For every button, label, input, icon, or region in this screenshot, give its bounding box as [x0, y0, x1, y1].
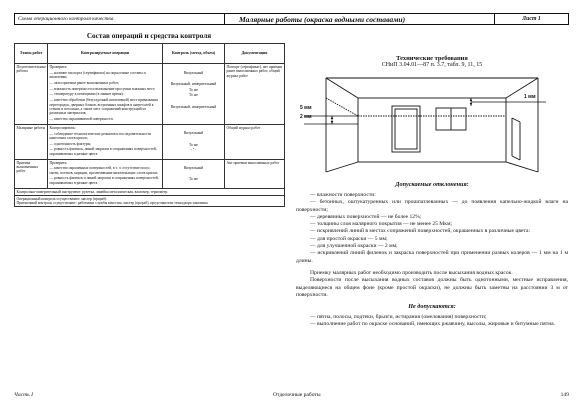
control-method: - " -: [190, 148, 197, 153]
docs-cell: Общий журнал работ: [225, 124, 285, 159]
tolerances-title: Допускаемые отклонения:: [395, 181, 469, 188]
operation-item: — однотонность фактуры;: [49, 141, 92, 146]
paragraph: Приемку малярных работ необходимо производить после высыхания водных красок.: [310, 269, 513, 276]
control-method: Визуальный, измерительный: [170, 81, 217, 86]
operation-item: — влажность поверхности и выполнение просушки влажных мест;: [49, 86, 156, 91]
acceptance-paragraphs: [296, 270, 568, 299]
docs-cell: Паспорт (сертификат), акт приемки ранее выполненных работ, общий журнал работ: [225, 64, 285, 125]
dim-label-2mm: 2 мм: [300, 114, 312, 120]
control-cell: [163, 64, 225, 125]
operation-item: — качество окрашенных поверхностей, в т. ч. отсутствие полос, пятен, потеков, морщин, просвечивание нижележащих слоев краски;: [49, 166, 158, 175]
control-method: Визуальный: [183, 131, 204, 136]
sheet-header: [14, 13, 569, 25]
tools-text: Контрольно-измерительный инструмент: рулетка, линейка металлическая, влагомер, термометр.: [15, 188, 285, 195]
docs-cell: Акт приемки выполненных работ: [225, 159, 285, 188]
control-method: То же: [189, 87, 198, 92]
operation-item: — акты приемки ранее выполненных работ;: [49, 80, 120, 85]
not-allowed-list: [296, 314, 568, 329]
not-allowed-title: Не допускаются:: [408, 303, 456, 311]
dim-label-5mm: 5 мм: [300, 105, 312, 111]
notes-row: [15, 195, 285, 207]
stage-cell: Приемка выполненных работ: [15, 159, 48, 188]
table-row: [15, 159, 285, 188]
operation-item: — наличие паспорта (сертификата) на окрасочные составы и шпатлевки;: [49, 70, 146, 80]
operations-title: Состав операций и средства контроля: [86, 32, 212, 40]
table-header-row: [15, 44, 285, 64]
operations-cell: [48, 124, 163, 159]
stage-cell: Малярные работы: [15, 124, 48, 159]
operations-cell: [48, 159, 163, 188]
operation-item: — ровность филенок, линий закраски в сопряжениях поверхностей, окрашиваемых в разные цвета.: [49, 147, 157, 156]
control-method: Визуальный: [183, 70, 204, 75]
note-operational: Операционный контроль осуществляют: мастер (прораб).: [16, 196, 108, 201]
page-footer: [14, 392, 569, 398]
control-cell: [163, 159, 225, 188]
operation-item: — качество окрашиваемой поверхности.: [49, 116, 114, 121]
tolerance-item: — для улучшенной окраски — 2 мм;: [310, 243, 398, 250]
operation-item: — соблюдение технологических режимов и последовательности нанесения слоев красок;: [49, 131, 152, 140]
operation-item: Проверить:: [49, 160, 68, 165]
col-header-control: Контроль (метод, объем): [163, 44, 225, 64]
control-method: То же: [189, 93, 198, 98]
tolerance-item: — искривлений линий филенок и закраска поверхностей при применении разных колеров — 1 мм на 1 м длины.: [296, 250, 568, 264]
requirements-section: [296, 55, 568, 329]
tolerances-list: [296, 192, 568, 265]
sheet-number: Лист 1: [522, 16, 541, 22]
control-method: [165, 172, 223, 176]
operations-cell: [48, 64, 163, 125]
control-method: То же: [189, 142, 198, 147]
requirements-title: Технические требования: [396, 55, 468, 62]
operations-table: [14, 43, 285, 207]
table-row: [15, 64, 285, 125]
stage-cell: Подготовительные работы: [15, 64, 48, 125]
tools-row: [15, 188, 285, 195]
paragraph: Поверхности после высыхания водных составов должны быть однотонными, местные исправления, выделяющиеся на общем фоне (кроме простой окраски), не должны быть заметны на расстоянии 3 м от поверхности.: [296, 277, 568, 298]
not-allowed-item: — выполнение работ по окраске оснований, имеющих ржавчину, высолы, жировые и битумные пятна.: [310, 321, 556, 328]
operation-item: — качество обработки (безусадочной шпатлевкой) мест примыкания перегородок, дверных блоков, встроенных шкафов и антресолей к стенам и потолкам, а также мест сопряжений конструкций из различных материалов;: [49, 98, 158, 116]
control-method: [165, 65, 223, 69]
tolerance-item: — для простой окраски — 5 мм;: [310, 235, 388, 242]
control-method: [165, 161, 223, 165]
note-acceptance: Приемочный контроль осуществляют: работники службы качества, мастер (прораб), представители технадзора заказчика.: [16, 201, 209, 206]
operation-item: — температуру в помещении (в зимнее время);: [49, 92, 124, 97]
dim-label-1mm: 1 мм: [524, 94, 536, 100]
table-row: [15, 124, 285, 159]
control-method: [165, 99, 223, 103]
control-method: Визуальный: [183, 166, 204, 171]
operation-item: Контролировать:: [49, 125, 76, 130]
room-drawing: [296, 72, 568, 177]
operations-section: [14, 32, 284, 207]
footer-section: Отделочные работы: [272, 392, 321, 398]
control-method: [165, 126, 223, 130]
tolerance-item: — искривлений линий в местах сопряжений поверхностей, окрашенных в различные цвета:: [310, 228, 531, 235]
requirements-reference: СНиП 3.04.01—87 п. 3.7, табл. 9, 11, 15: [381, 62, 483, 68]
page-number: 149: [560, 392, 569, 398]
not-allowed-item: — пятна, полосы, подтеки, брызги, истирания (омелования) поверхности;: [310, 314, 487, 321]
room-diagram: [296, 72, 568, 177]
tolerance-item: — деревянных поверхностей — не более 12%;: [310, 213, 422, 220]
control-method: То же: [189, 177, 198, 182]
operation-item: Проверить:: [49, 65, 68, 69]
col-header-operations: Контролируемые операции: [48, 44, 163, 64]
operation-item: — ровность филенок и линий закраски в сопряжениях поверхностей, окрашиваемых в разные цвета.: [49, 176, 159, 185]
control-method: [165, 137, 223, 141]
tolerance-item: — бетонных, оштукатуренных или прошпатлеванных — до появления капельно-жидкой влаги на поверхности;: [296, 199, 568, 213]
col-header-docs: Документация: [225, 44, 285, 64]
col-header-stage: Этапы работ: [15, 44, 48, 64]
scheme-label: Схема операционного контроля качества: [15, 14, 225, 24]
footer-part: Часть I: [14, 392, 33, 398]
control-cell: [163, 124, 225, 159]
tolerance-item: — толщины слоя малярного покрытия — не менее 25 Мкм;: [310, 221, 453, 228]
control-method: Визуальный, измерительный: [170, 104, 217, 109]
tolerance-item: — влажности поверхности:: [310, 192, 376, 198]
document-title: Малярные работы (окраска водными составами): [225, 14, 495, 24]
notes-cell: [15, 195, 285, 207]
control-method: [165, 76, 223, 80]
